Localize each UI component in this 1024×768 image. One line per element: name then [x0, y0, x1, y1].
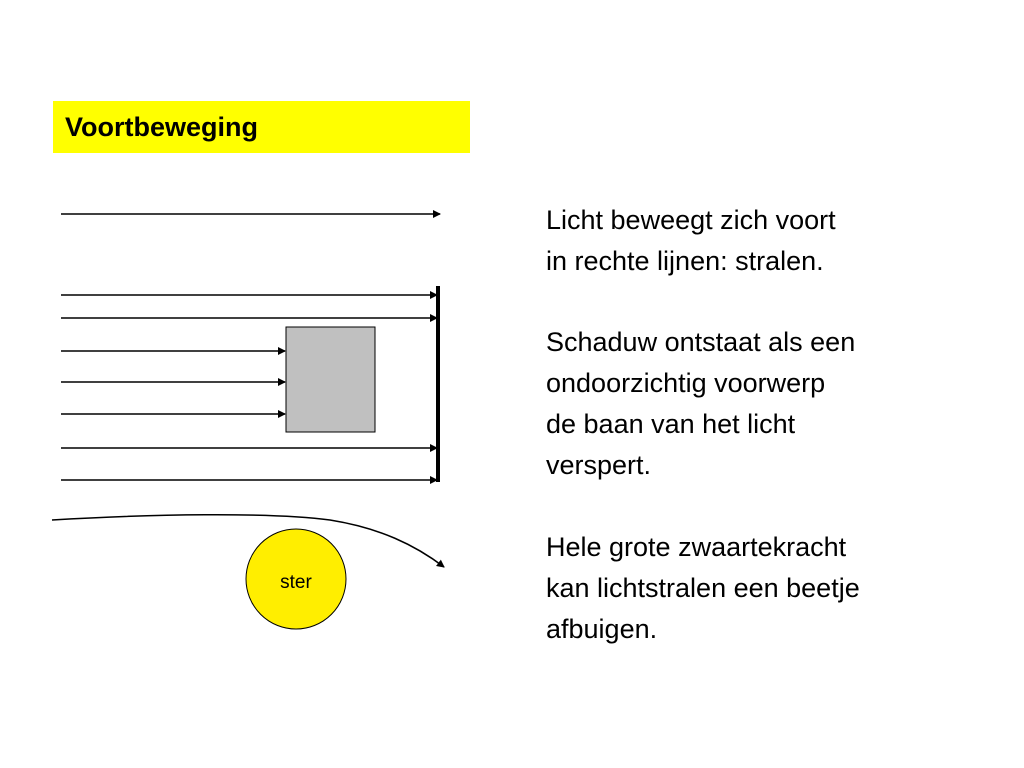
- text-line: afbuigen.: [546, 614, 658, 644]
- bent-ray: [52, 515, 444, 567]
- text-line: Licht beweegt zich voort: [546, 205, 836, 235]
- text-line: Hele grote zwaartekracht: [546, 532, 847, 562]
- text-line: in rechte lijnen: stralen.: [546, 246, 824, 276]
- text-line: Schaduw ontstaat als een: [546, 327, 856, 357]
- text-line: ondoorzichtig voorwerp: [546, 368, 826, 398]
- opaque-object: [286, 327, 375, 432]
- star-label: ster: [280, 572, 312, 593]
- text-line: de baan van het licht: [546, 409, 796, 439]
- paragraph-gravity: [546, 527, 966, 650]
- text-line: kan lichtstralen een beetje: [546, 573, 860, 603]
- paragraph-straight-lines: [546, 200, 966, 282]
- slide-title: Voortbeweging: [65, 111, 258, 142]
- paragraph-shadow: [546, 322, 966, 486]
- text-line: verspert.: [546, 450, 652, 480]
